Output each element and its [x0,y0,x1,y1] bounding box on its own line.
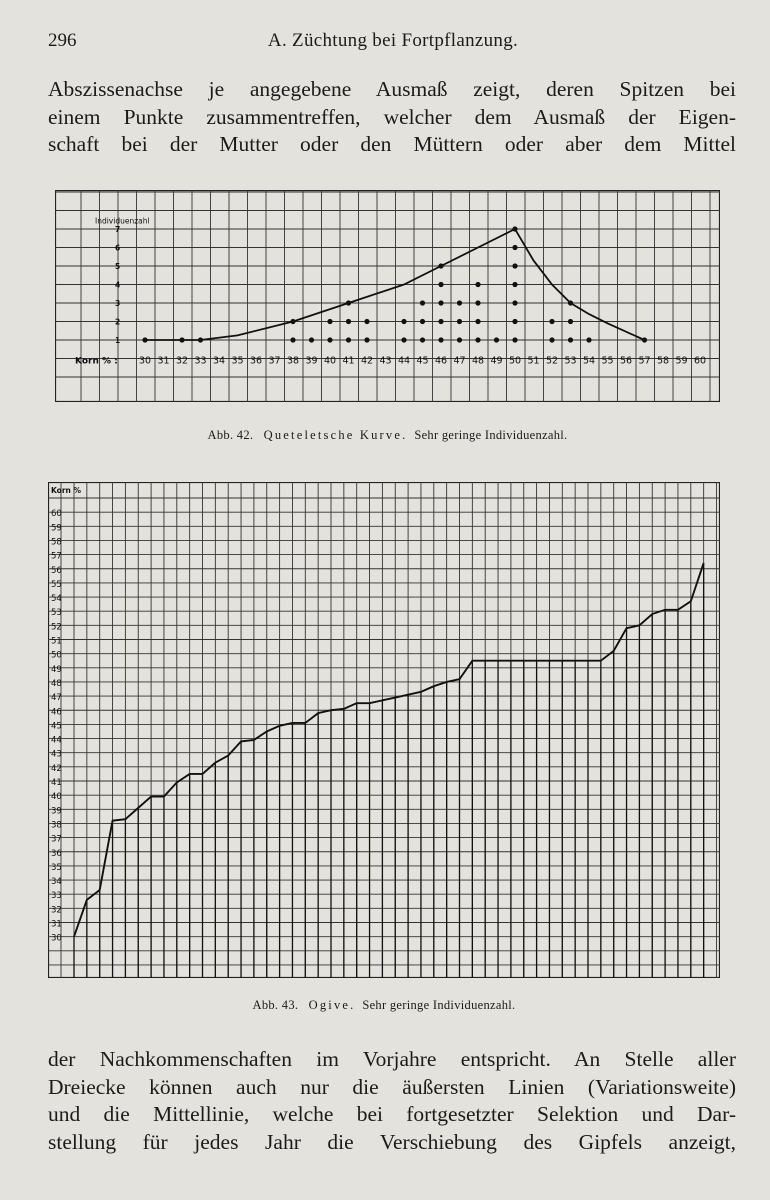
data-dot [438,263,443,268]
caption-text: Sehr geringe Individuenzahl. [362,998,516,1012]
y-tick-label: 31 [51,919,62,930]
text-line: schaft bei der Mutter oder den Müttern oder aber dem Mittel [48,132,736,156]
data-dot [549,337,554,342]
data-dot [568,337,573,342]
caption-number: Abb. 43. [252,998,299,1012]
x-tick-label: 44 [397,355,411,367]
page-number: 296 [48,30,77,51]
text-line: Abszissenachse je angegebene Ausmaß zeigt, deren Spitzen bei [48,77,736,101]
y-tick-label: 2 [115,317,121,327]
data-dot [512,319,517,324]
x-tick-label: 45 [416,355,429,367]
y-axis-label: Individuenzahl [95,216,150,226]
x-tick-label: 43 [379,355,392,367]
y-tick-label: 7 [115,225,121,234]
x-tick-label: 57 [638,355,651,367]
y-tick-label: 56 [51,565,62,576]
caption-title: Ogive. [308,998,356,1012]
figure-43 [48,482,720,1022]
y-tick-label: 58 [51,537,62,548]
data-dot [290,319,295,324]
paragraph-top [48,76,736,159]
figure-43-caption [48,998,720,1013]
ogive-line [74,563,704,937]
y-tick-label: 60 [51,509,62,520]
data-dot [327,319,332,324]
x-tick-label: 33 [194,355,207,367]
x-tick-label: 46 [434,355,448,367]
x-tick-label: 53 [564,355,577,367]
y-tick-label: 1 [115,336,121,345]
x-tick-label: 55 [601,355,614,367]
x-tick-label: 48 [471,355,485,367]
y-tick-label: 53 [51,608,62,619]
data-dot [549,319,554,324]
data-dot [568,319,573,324]
data-dot [290,337,295,342]
x-tick-label: 40 [323,355,337,367]
y-tick-label: 41 [51,778,62,788]
y-tick-label: 54 [51,594,62,605]
y-tick-label: 50 [51,650,62,661]
x-axis-label: Korn % : [75,356,118,367]
data-dot [512,245,517,250]
ogive-chart [48,482,720,978]
data-dot [642,337,647,342]
data-dot [512,300,517,305]
x-tick-label: 42 [360,355,374,367]
data-dot [364,337,369,342]
x-tick-label: 59 [675,355,688,367]
data-dot [401,337,406,342]
x-tick-label: 30 [138,355,152,367]
y-tick-label: 55 [51,579,62,590]
caption-number: Abb. 42. [207,428,254,442]
data-dot [420,319,425,324]
text-line: Dreiecke können auch nur die äußersten Linien (Variationsweite) [48,1074,736,1099]
x-tick-label: 50 [508,355,522,367]
y-tick-label: 46 [51,707,62,718]
data-dot [512,226,517,231]
y-tick-label: 6 [115,243,121,253]
data-dot [475,337,480,342]
data-dot [309,337,314,342]
y-tick-label: 36 [51,848,62,859]
text-line: der Nachkommenschaften im Vorjahre entspricht. An Stelle aller [48,1047,736,1071]
x-tick-label: 49 [490,355,503,367]
y-tick-label: 35 [51,862,62,873]
text-line: stellung für jedes Jahr die Verschiebung des Gipfels anzeigt, [48,1129,736,1154]
data-dot [364,319,369,324]
data-dot [457,300,462,305]
data-dot [438,282,443,287]
y-tick-label: 44 [51,735,62,746]
text-line: und die Mittellinie, welche bei fortgesetzter Selektion und Dar- [48,1102,736,1126]
grid-border [49,483,720,978]
data-dot [457,337,462,342]
y-tick-label: 3 [115,299,121,308]
x-tick-label: 60 [693,355,707,367]
y-tick-label: 47 [51,693,62,704]
y-tick-label: 40 [51,792,62,803]
y-tick-label: 52 [51,622,62,633]
data-dot [457,319,462,324]
data-dot [438,319,443,324]
data-dot [512,263,517,268]
x-tick-label: 34 [212,355,226,367]
y-tick-label: 5 [115,262,121,271]
figure-42 [55,190,720,450]
y-tick-label: 33 [51,891,62,902]
quetelet-chart [55,190,720,402]
y-tick-label: 48 [51,678,62,689]
x-tick-label: 31 [157,355,170,367]
data-dot [179,337,184,342]
y-tick-label: 49 [51,664,62,675]
text-line: einem Punkte zusammentreffen, welcher dem Ausmaß der Eigen- [48,104,736,129]
x-tick-label: 32 [175,355,189,367]
x-tick-label: 41 [342,355,355,367]
data-dot [494,337,499,342]
x-tick-label: 37 [268,355,281,367]
data-dot [438,337,443,342]
x-tick-label: 52 [545,355,559,367]
data-dot [198,337,203,342]
y-tick-label: 45 [51,721,62,732]
data-dot [346,319,351,324]
data-dot [512,337,517,342]
y-tick-label: 30 [51,933,62,944]
data-dot [420,300,425,305]
data-dot [475,319,480,324]
y-tick-label: 42 [51,763,62,774]
y-tick-label: 39 [51,806,62,817]
x-tick-label: 47 [453,355,466,367]
data-dot [475,282,480,287]
x-tick-label: 58 [656,355,670,367]
y-tick-label: 59 [51,523,62,534]
y-tick-label: 38 [51,820,62,831]
y-tick-label: 43 [51,749,62,760]
x-tick-label: 56 [619,355,633,367]
y-axis-label: Korn % [51,486,81,495]
data-dot [327,337,332,342]
caption-text: Sehr geringe Individuenzahl. [414,428,568,442]
data-dot [512,282,517,287]
y-tick-label: 4 [115,280,121,290]
x-tick-label: 39 [305,355,318,367]
y-tick-label: 32 [51,905,62,916]
y-tick-label: 57 [51,551,62,562]
data-dot [401,319,406,324]
data-dot [346,337,351,342]
x-tick-label: 36 [249,355,263,367]
figure-42-caption [55,428,720,443]
y-tick-label: 34 [51,877,62,888]
data-dot [568,300,573,305]
data-dot [346,300,351,305]
running-head: A. Züchtung bei Fortpflanzung. [267,30,519,51]
x-tick-label: 54 [582,355,596,367]
data-dot [438,300,443,305]
x-tick-label: 51 [527,355,540,367]
paragraph-bottom [48,1046,736,1156]
data-dot [475,300,480,305]
y-tick-label: 51 [51,636,62,647]
y-tick-label: 37 [51,834,62,845]
x-tick-label: 35 [231,355,244,367]
x-tick-label: 38 [286,355,300,367]
data-dot [142,337,147,342]
caption-title: Queteletsche Kurve. [263,428,408,442]
page-header [48,30,738,56]
data-dot [420,337,425,342]
data-dot [586,337,591,342]
